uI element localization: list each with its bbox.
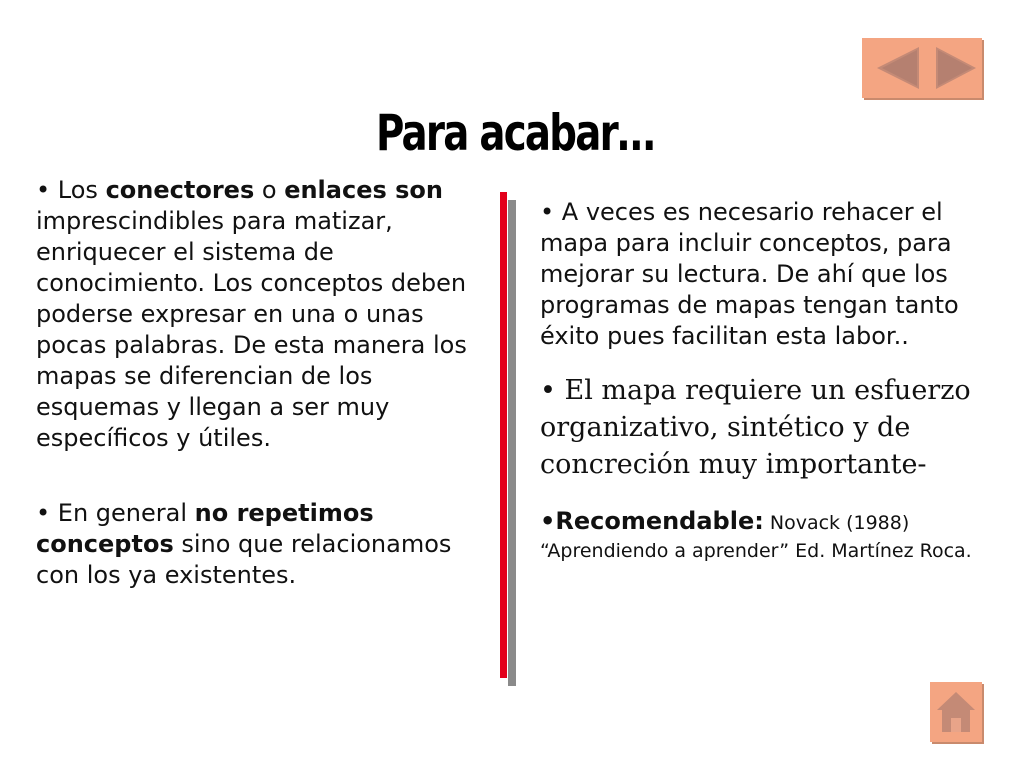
recommendation-label: •Recomendable: bbox=[540, 507, 764, 535]
right-column bbox=[540, 197, 1000, 565]
bold-links: enlaces son bbox=[284, 176, 443, 204]
navigation-arrows bbox=[862, 38, 982, 98]
left-paragraph-connectors bbox=[36, 175, 496, 454]
text-run: imprescindibles para matizar, enriquecer el sistema de conocimiento. Los conceptos deben poderse expresar en una o unas pocas palabras. De esta manera los mapas se diferencian de los esquemas y llegan a ser muy específicos y útiles. bbox=[36, 207, 467, 452]
recommendation-text: Novack (1988) “Aprendiendo a aprender” Ed. Martínez Roca. bbox=[540, 512, 972, 562]
text-run: o bbox=[254, 176, 285, 204]
home-button[interactable] bbox=[930, 682, 982, 742]
bullet: • bbox=[36, 499, 51, 527]
right-paragraph-redo-map: • A veces es necesario rehacer el mapa para incluir conceptos, para mejorar su lectura. De ahí que los programas de mapas tengan tanto éxito pues facilitan esta labor.. bbox=[540, 198, 959, 350]
bold-no-repeat: no repetimos conceptos bbox=[36, 499, 374, 558]
left-column bbox=[36, 175, 496, 591]
arrow-right-icon[interactable] bbox=[924, 38, 982, 98]
text-run: sino que relacionamos con los ya existentes. bbox=[36, 530, 452, 589]
left-paragraph-no-repeat bbox=[36, 498, 496, 591]
navigation-buttons bbox=[862, 38, 982, 98]
arrow-left-icon[interactable] bbox=[862, 38, 922, 98]
recommendation bbox=[540, 507, 1000, 565]
divider-line bbox=[500, 192, 507, 678]
slide-title: Para acabar… bbox=[376, 104, 654, 162]
bullet: • bbox=[36, 176, 51, 204]
home-icon bbox=[930, 682, 982, 742]
text-run: Los bbox=[50, 176, 106, 204]
divider-shadow bbox=[508, 200, 516, 686]
right-paragraph-effort: • El mapa requiere un esfuerzo organizativo, sintético y de concreción muy importante- bbox=[540, 375, 971, 480]
bold-connectors: conectores bbox=[105, 176, 255, 204]
text-run: En general bbox=[50, 499, 195, 527]
